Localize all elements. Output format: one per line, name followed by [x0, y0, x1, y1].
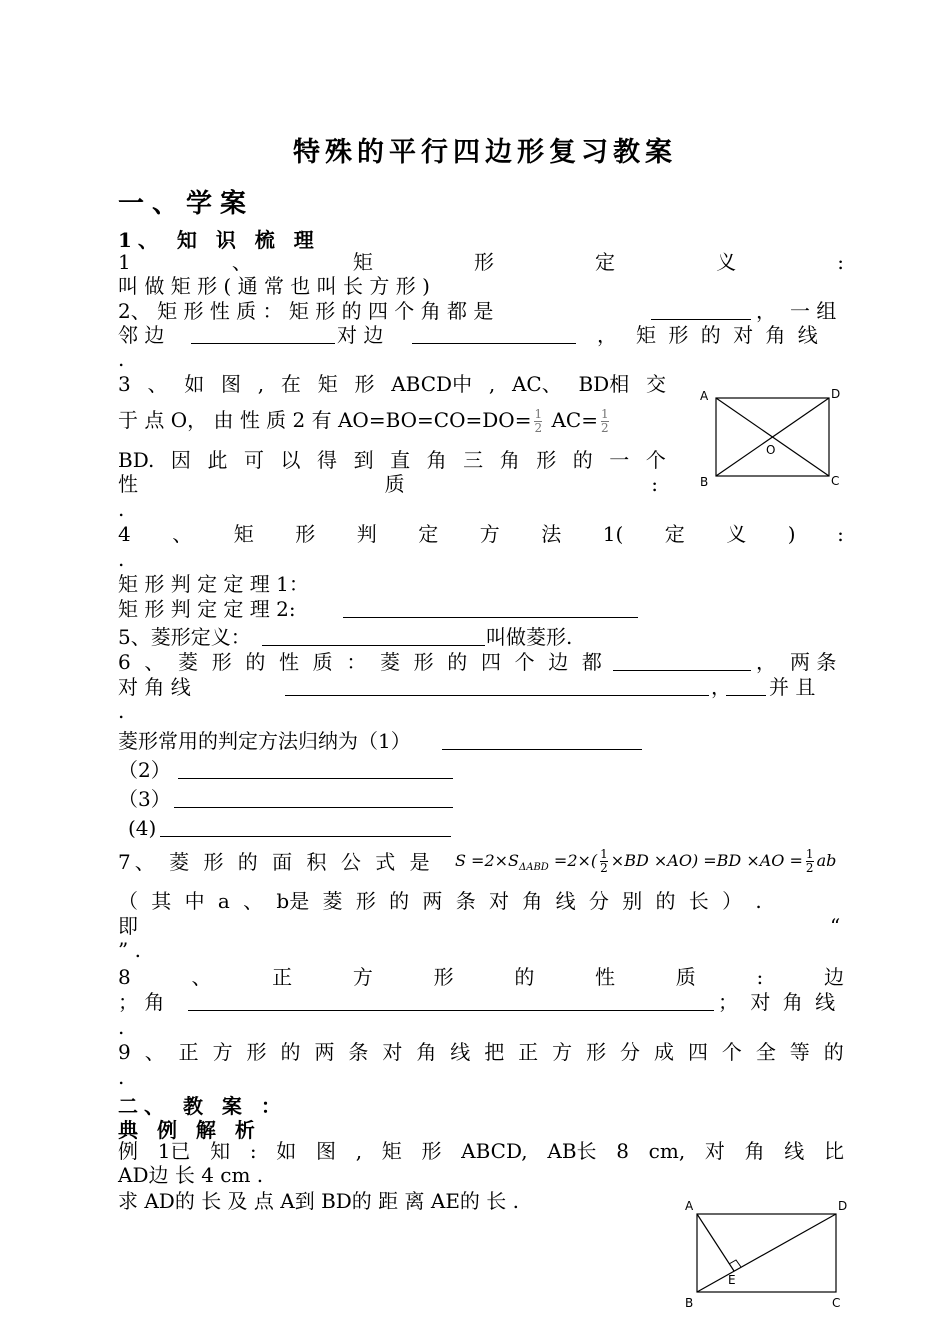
blank-2c[interactable] [412, 323, 576, 344]
text: 角 [522, 889, 543, 913]
line-6-comma: ， [756, 650, 776, 674]
text: 其 [151, 889, 172, 913]
text: : [651, 472, 658, 496]
blank-8[interactable] [188, 990, 714, 1011]
text: 的 [280, 1040, 301, 1064]
text: 例 [118, 1139, 138, 1163]
text: 、 [191, 965, 212, 989]
line-6d: （2） [118, 758, 171, 782]
line-7-text: 7、 菱 形 的 面 积 公 式 是 [118, 850, 434, 874]
text: 个 [514, 650, 535, 674]
line-2-end: 一 组 [790, 299, 837, 323]
text: 长 [688, 889, 709, 913]
text: 义 [716, 250, 737, 274]
formula-sub: ΔABD [519, 862, 549, 874]
fraction-half [601, 408, 609, 435]
text: 矩 [317, 372, 338, 396]
text: 菱 [379, 650, 400, 674]
frac-num: 1 [600, 407, 609, 421]
text: 两 [422, 889, 443, 913]
text: 矩 [352, 250, 373, 274]
frac-den: 2 [805, 861, 814, 875]
text: 形 [295, 522, 316, 546]
line-2b-c: ， [597, 323, 617, 347]
text: 性 [118, 472, 138, 496]
text: 判 [356, 522, 377, 546]
text: 比 [824, 1139, 844, 1163]
text: : [837, 250, 844, 274]
line-3c [118, 448, 666, 472]
text: 此 [207, 448, 228, 472]
section-1-heading: 一、学案 [118, 189, 255, 219]
text: , [355, 1139, 363, 1163]
text: 条 [348, 1040, 369, 1064]
text: 形 [413, 650, 434, 674]
text: AC、 [511, 372, 562, 396]
line-6b-comma: ， [711, 675, 731, 699]
blank-6c-4[interactable] [160, 816, 451, 837]
frac-num: 1 [600, 847, 608, 861]
text: 线 [784, 1139, 805, 1163]
text: 对 [704, 1139, 725, 1163]
text: 别 [622, 889, 643, 913]
text: 以 [280, 448, 301, 472]
line-6b-c: 并 且 [769, 675, 816, 699]
line-2b-a: 邻 边 [118, 323, 165, 347]
frac-den: 2 [600, 861, 608, 875]
examples-heading: 典 例 解 析 [118, 1118, 261, 1142]
example-1-line [118, 1139, 844, 1163]
label-b: B [700, 475, 709, 489]
line-5-b: 叫做菱形. [486, 625, 573, 649]
line-8b-a: ； 角 [118, 990, 165, 1014]
line-3d [118, 472, 658, 496]
line-8 [118, 965, 844, 989]
frac-den: 2 [534, 421, 543, 435]
text: 把 [484, 1040, 505, 1064]
rectangle-figure-2 [680, 1194, 855, 1312]
text: : [249, 1139, 257, 1163]
text: BD. [118, 448, 155, 472]
line-6c: 菱形常用的判定方法归纳为（1） [118, 729, 411, 753]
text: 性 [595, 965, 616, 989]
text: 8 [118, 965, 131, 989]
label-a: A [685, 1199, 694, 1213]
text: 形 [473, 250, 494, 274]
line-9 [118, 1040, 844, 1064]
text: 知 [210, 1139, 231, 1163]
text: 4 [118, 522, 131, 546]
text: 形 [211, 650, 232, 674]
line-1b: 叫 做 矩 形 ( 通 常 也 叫 长 方 形 ) [118, 274, 430, 298]
text: 质 [312, 650, 333, 674]
text: 角 [426, 448, 447, 472]
blank-5[interactable] [262, 625, 485, 646]
text: 图 [316, 1139, 336, 1163]
frac-num: 1 [805, 847, 814, 861]
text: 方 [212, 1040, 233, 1064]
text: 四 [687, 1040, 708, 1064]
rhombus-area-formula [455, 848, 836, 875]
text: ABCD, [461, 1139, 528, 1163]
blank-2b[interactable] [191, 323, 335, 344]
line-1-rect-definition [118, 250, 844, 274]
text: 1( [602, 522, 624, 546]
text: 的 [655, 889, 676, 913]
text: 法 [541, 522, 562, 546]
text: ） [722, 889, 743, 913]
text: 形 [355, 889, 376, 913]
text: 质 [384, 472, 405, 496]
text: 9 [118, 1040, 131, 1064]
text: 的 [389, 889, 410, 913]
text: 线 [555, 889, 576, 913]
text: 中 [184, 889, 205, 913]
text: 成 [653, 1040, 674, 1064]
text: cm, [648, 1139, 686, 1163]
text: 边 [548, 650, 569, 674]
text: 分 [588, 889, 609, 913]
text: 角 [744, 1139, 765, 1163]
text: 菱 [322, 889, 343, 913]
text: 、 [144, 650, 165, 674]
text: 的 [572, 448, 593, 472]
text: ) [787, 522, 796, 546]
text: 、 [144, 1040, 165, 1064]
label-b: B [685, 1296, 694, 1310]
text: 、 [172, 522, 193, 546]
text: 3 [118, 372, 131, 396]
line-6f: (4) [128, 816, 157, 840]
text: 正 [178, 1040, 199, 1064]
frac-den: 2 [600, 421, 609, 435]
text: 形 [536, 448, 557, 472]
text: 菱 [178, 650, 199, 674]
text: 正 [518, 1040, 539, 1064]
line-7c-b: “ [830, 914, 841, 938]
text: BD相 [578, 372, 630, 396]
text: 正 [272, 965, 293, 989]
line-2c: . [118, 347, 125, 371]
line-3b [118, 408, 612, 435]
rectangle-figure-1 [696, 384, 846, 490]
text: b是 [276, 889, 310, 913]
blank-6a[interactable] [613, 650, 751, 671]
text: 线 [450, 1040, 471, 1064]
text: 边 [823, 965, 844, 989]
label-a: A [700, 389, 709, 403]
text: 如 [184, 372, 205, 396]
text: , [488, 372, 496, 396]
text: 的 [514, 965, 535, 989]
line-3e: . [118, 497, 125, 521]
document-title: 特殊的平行四边形复习教案 [293, 137, 677, 168]
frac-num: 1 [534, 407, 543, 421]
text: （ [118, 889, 138, 913]
line-7b [118, 889, 762, 913]
line-6-end: 两 条 [790, 650, 837, 674]
text: 三 [463, 448, 484, 472]
text: 的 [823, 1040, 844, 1064]
text: 形 [421, 1139, 442, 1163]
blank-6c-3[interactable] [174, 787, 453, 808]
text: 、 [147, 372, 168, 396]
text: 方 [552, 1040, 573, 1064]
line-2b-b: 对 边 [337, 323, 384, 347]
text: 都 [581, 650, 602, 674]
text: 条 [455, 889, 476, 913]
text: 于 点 O， 由 性 质 2 有 AO=BO=CO=DO= [118, 408, 532, 432]
text: 在 [280, 372, 301, 396]
line-8b-b: ； 对 角 线 [718, 990, 839, 1014]
text: , [257, 372, 265, 396]
text: 一 [609, 448, 630, 472]
formula-part: ×BD ×AO) =BD ×AO = [610, 851, 803, 870]
section-2-heading: 二、 教 案 ： [118, 1094, 287, 1118]
text: 个 [721, 1040, 742, 1064]
text: 对 [489, 889, 510, 913]
line-4-dot: . [118, 547, 125, 571]
text: 义 [726, 522, 747, 546]
text: 交 [645, 372, 666, 396]
line-7d: ” . [118, 938, 141, 962]
text: 定 [664, 522, 685, 546]
blank-6c-2[interactable] [178, 758, 453, 779]
text: 如 [276, 1139, 297, 1163]
blank-6b[interactable] [285, 675, 709, 696]
fraction-half [534, 408, 542, 435]
label-e: E [728, 1273, 736, 1287]
line-3 [118, 372, 666, 396]
text: 对 [382, 1040, 403, 1064]
text: 全 [755, 1040, 776, 1064]
text: 矩 [233, 522, 254, 546]
text: 定 [595, 250, 616, 274]
text: 、 [231, 250, 252, 274]
label-c: C [831, 474, 840, 488]
text: a [217, 889, 230, 913]
text: : [756, 965, 764, 989]
line-4 [118, 522, 844, 546]
text: 矩 [381, 1139, 402, 1163]
line-4c: 矩 形 判 定 定 理 2: [118, 597, 296, 621]
line-2b-d: 矩 形 的 对 角 线 [636, 323, 821, 347]
label-c: C [832, 1296, 841, 1310]
line-8c: . [118, 1015, 125, 1039]
label-d: D [838, 1199, 848, 1213]
text: 直 [390, 448, 411, 472]
text: 8 [616, 1139, 629, 1163]
line-7c-a: 即 [118, 914, 138, 938]
formula-part: =2×( [553, 851, 598, 870]
text: ABCD中 [391, 372, 473, 396]
text: 的 [245, 650, 266, 674]
line-6b-dot: . [118, 699, 125, 723]
fraction-half [806, 848, 814, 875]
text: 等 [789, 1040, 810, 1064]
text: 到 [353, 448, 374, 472]
text: 角 [416, 1040, 437, 1064]
text: 定 [418, 522, 439, 546]
line-2-comma: ， [756, 299, 776, 323]
text: 形 [433, 965, 454, 989]
text: 方 [479, 522, 500, 546]
text: 个 [645, 448, 666, 472]
blank-6c[interactable] [726, 675, 766, 696]
text: 角 [499, 448, 520, 472]
example-1-question: 求 AD的 长 及 点 A到 BD的 距 离 AE的 长 . [118, 1189, 519, 1213]
text: 的 [447, 650, 468, 674]
text: 得 [317, 448, 338, 472]
text: 方 [352, 965, 373, 989]
text: 形 [246, 1040, 267, 1064]
text: 1 [118, 250, 131, 274]
text: ： [346, 650, 367, 674]
line-2-text: 2、 矩 形 性 质 ： 矩 形 的 四 个 角 都 是 [118, 299, 494, 323]
text: 可 [243, 448, 264, 472]
text: 两 [314, 1040, 335, 1064]
text: 性 [279, 650, 300, 674]
text: AB长 [547, 1139, 597, 1163]
text: 四 [480, 650, 501, 674]
formula-part: ab [816, 851, 837, 870]
line-6 [118, 650, 602, 674]
line-5-a: 5、菱形定义： [118, 625, 251, 649]
text: 、 [243, 889, 264, 913]
text: 质 [675, 965, 696, 989]
text: 因 [170, 448, 191, 472]
text: 6 [118, 650, 131, 674]
knowledge-heading: 1、 知 识 梳 理 [118, 228, 320, 252]
line-6e: （3） [118, 787, 171, 811]
text: 图 [221, 372, 242, 396]
fraction-half [600, 848, 608, 875]
label-o: O [766, 443, 776, 457]
text: . [755, 889, 762, 913]
text: 形 [354, 372, 375, 396]
blank-6c-1[interactable] [442, 729, 642, 750]
text: 分 [620, 1040, 641, 1064]
line-6b-a: 对 角 线 [118, 675, 191, 699]
formula-part: S =2×S [455, 851, 519, 870]
line-4b: 矩 形 判 定 定 理 1： [118, 572, 309, 596]
text: 形 [586, 1040, 607, 1064]
blank-2a[interactable] [651, 299, 751, 320]
text: 1已 [157, 1139, 191, 1163]
label-d: D [831, 387, 841, 401]
example-1-line-b: AD边 长 4 cm . [118, 1163, 264, 1187]
blank-4c[interactable] [343, 597, 638, 618]
text: AC= [551, 408, 598, 432]
line-9b: . [118, 1065, 125, 1089]
text: : [837, 522, 844, 546]
